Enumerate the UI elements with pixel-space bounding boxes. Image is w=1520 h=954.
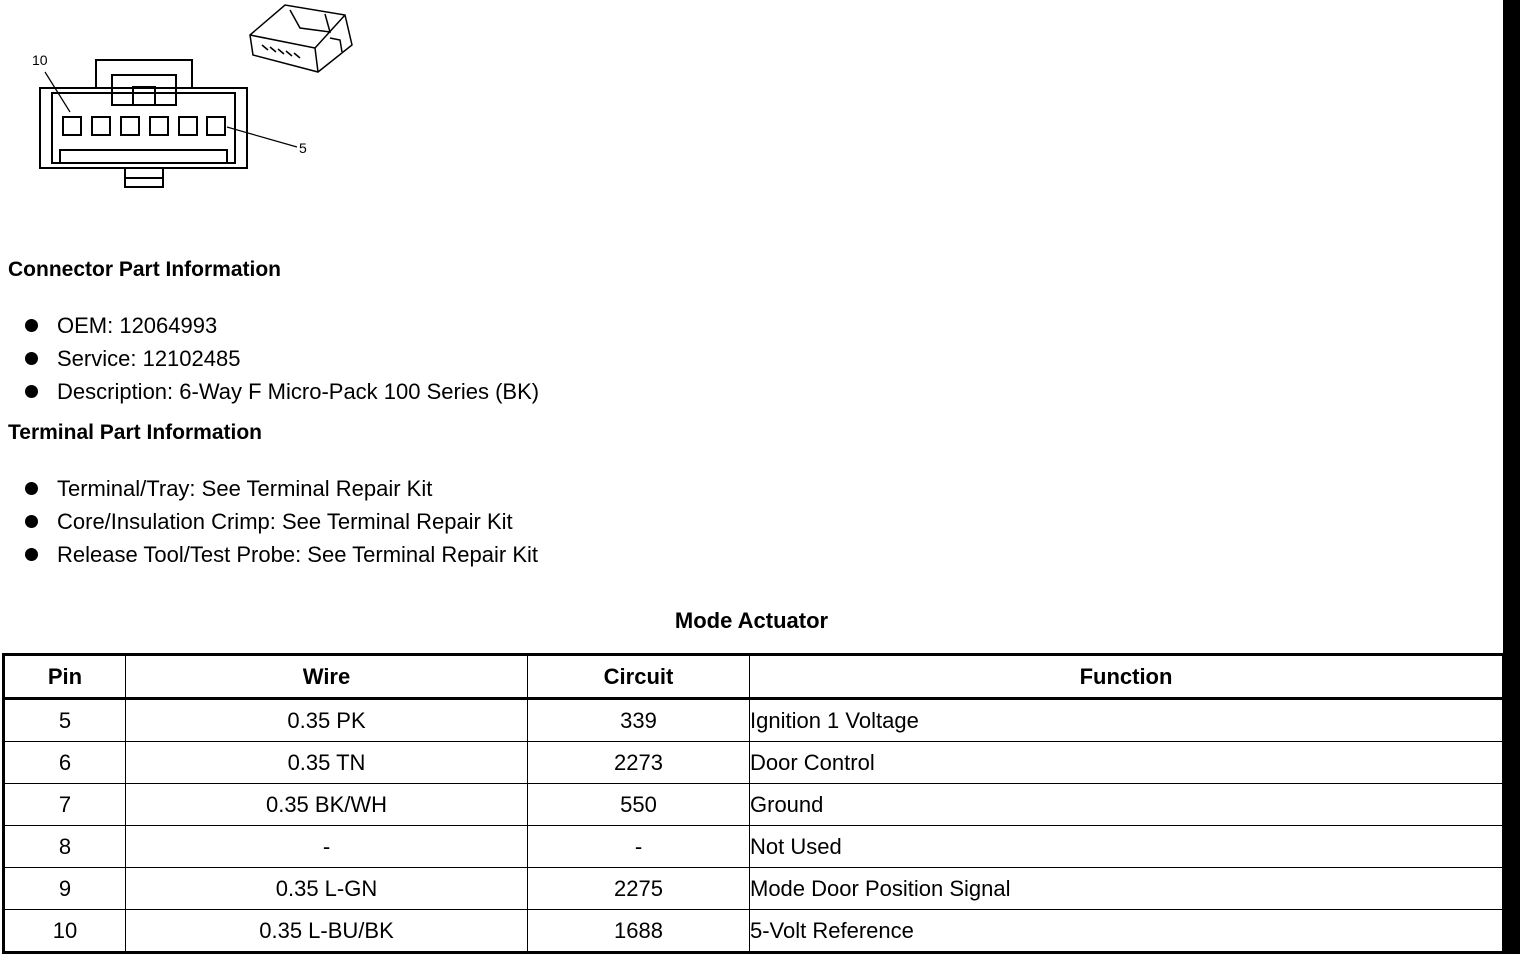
- header-wire: Wire: [126, 655, 528, 699]
- table-header-row: [4, 655, 1504, 699]
- cell-circuit: -: [528, 826, 750, 868]
- cell-circuit: 1688: [528, 910, 750, 953]
- connector-cavities: [63, 117, 225, 135]
- header-circuit: Circuit: [528, 655, 750, 699]
- table-row: [4, 826, 1504, 868]
- connector-part-list: [0, 309, 539, 408]
- cell-wire: -: [126, 826, 528, 868]
- cell-wire: 0.35 L-GN: [126, 868, 528, 910]
- header-pin: Pin: [4, 655, 126, 699]
- pinout-table: [2, 653, 1505, 954]
- table-row: [4, 742, 1504, 784]
- list-item: Release Tool/Test Probe: See Terminal Repair Kit: [0, 538, 538, 571]
- list-item: Description: 6-Way F Micro-Pack 100 Series (BK): [0, 375, 539, 408]
- table-row: [4, 868, 1504, 910]
- table-row: [4, 699, 1504, 742]
- pin-leader-lines: [45, 72, 297, 147]
- terminal-part-list: [0, 472, 538, 571]
- list-item: Service: 12102485: [0, 342, 539, 375]
- cell-circuit: 2275: [528, 868, 750, 910]
- cell-function: Door Control: [750, 742, 1504, 784]
- connector-part-heading: Connector Part Information: [8, 258, 282, 281]
- cell-wire: 0.35 L-BU/BK: [126, 910, 528, 953]
- pin-label-5: 5: [299, 140, 307, 156]
- cell-pin: 9: [4, 868, 126, 910]
- cell-circuit: 550: [528, 784, 750, 826]
- list-item: Terminal/Tray: See Terminal Repair Kit: [0, 472, 538, 505]
- page-edge-bar: [1503, 0, 1520, 954]
- cell-pin: 7: [4, 784, 126, 826]
- cell-pin: 8: [4, 826, 126, 868]
- list-item: OEM: 12064993: [0, 309, 539, 342]
- cell-circuit: 339: [528, 699, 750, 742]
- cell-wire: 0.35 PK: [126, 699, 528, 742]
- list-item: Core/Insulation Crimp: See Terminal Repair Kit: [0, 505, 538, 538]
- cell-pin: 6: [4, 742, 126, 784]
- cell-function: Mode Door Position Signal: [750, 868, 1504, 910]
- connector-diagram: [0, 0, 370, 200]
- bullet-icon: [25, 385, 38, 398]
- bullet-icon: [25, 482, 38, 495]
- cell-pin: 5: [4, 699, 126, 742]
- cell-pin: 10: [4, 910, 126, 953]
- table-row: [4, 784, 1504, 826]
- pin-label-10: 10: [32, 52, 48, 68]
- cell-wire: 0.35 BK/WH: [126, 784, 528, 826]
- bullet-icon: [25, 319, 38, 332]
- table-row: [4, 910, 1504, 953]
- cell-function: Ignition 1 Voltage: [750, 699, 1504, 742]
- terminal-part-heading: Terminal Part Information: [8, 421, 262, 444]
- table-title: Mode Actuator: [674, 608, 829, 633]
- bullet-icon: [25, 515, 38, 528]
- cell-function: Ground: [750, 784, 1504, 826]
- header-function: Function: [750, 655, 1504, 699]
- bullet-icon: [25, 548, 38, 561]
- cell-circuit: 2273: [528, 742, 750, 784]
- cell-function: 5-Volt Reference: [750, 910, 1504, 953]
- connector-isometric-sketch: [250, 5, 352, 72]
- bullet-icon: [25, 352, 38, 365]
- cell-function: Not Used: [750, 826, 1504, 868]
- cell-wire: 0.35 TN: [126, 742, 528, 784]
